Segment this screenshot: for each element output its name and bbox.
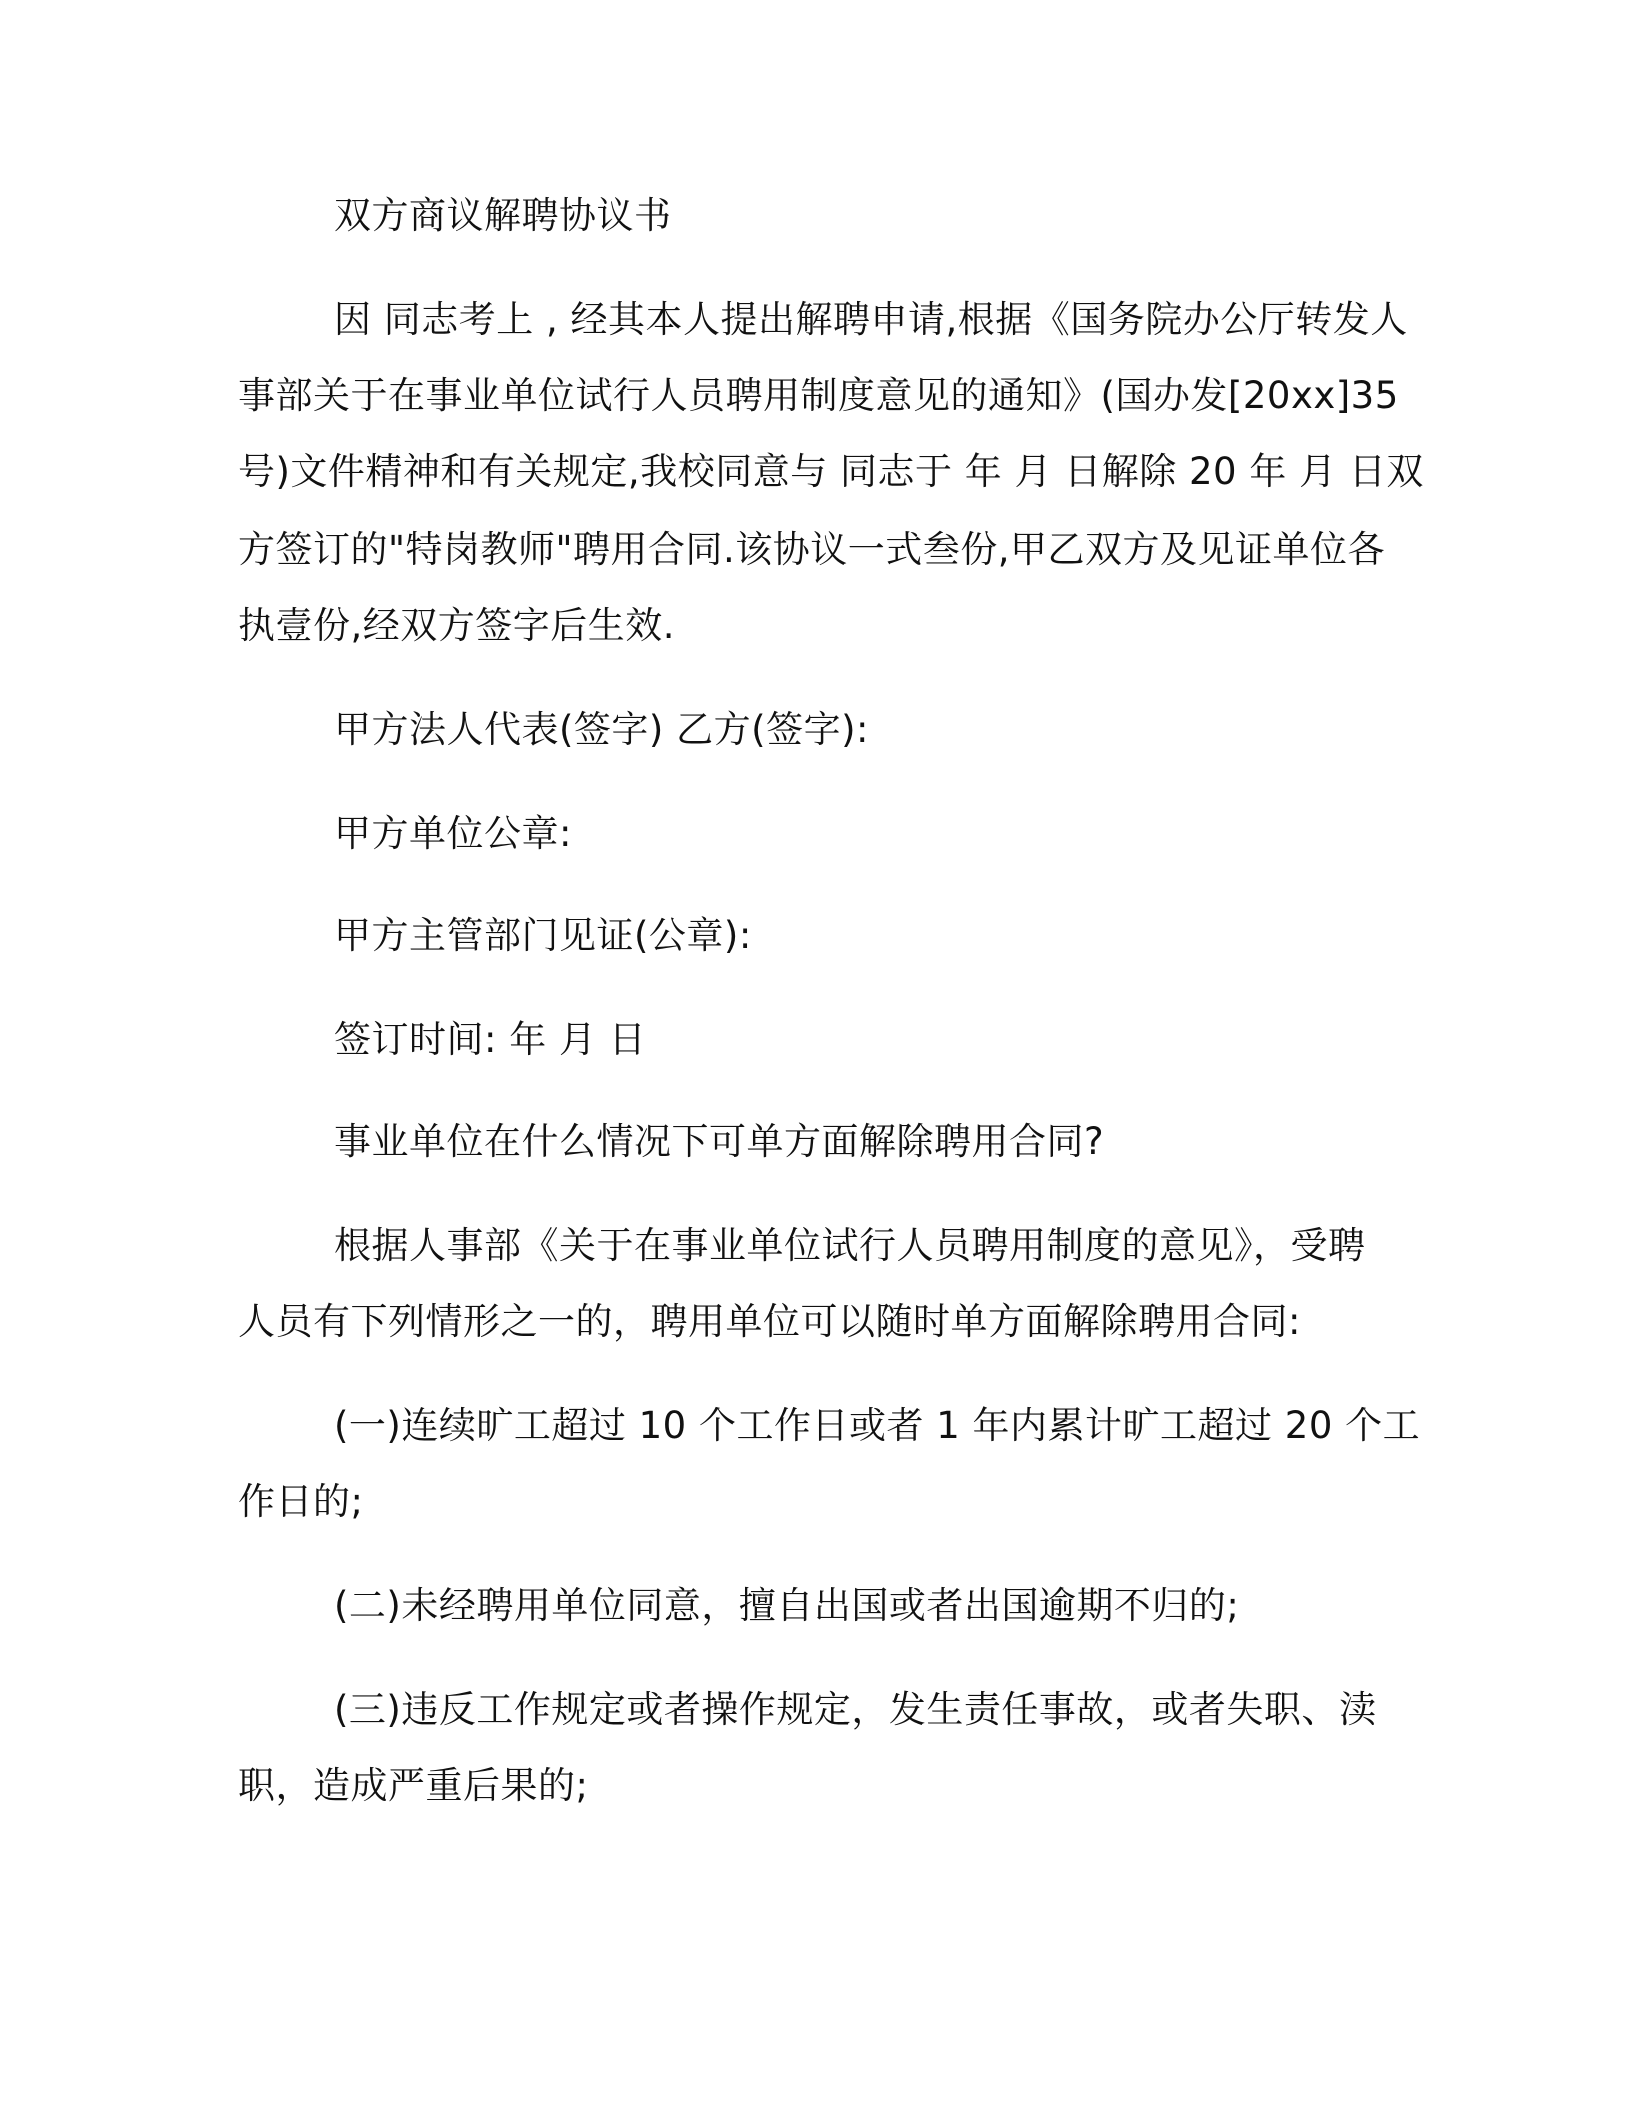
- seal-line: 甲方单位公章:: [334, 812, 572, 855]
- list-item-line: (一)连续旷工超过 10 个工作日或者 1 年内累计旷工超过 20 个工: [334, 1404, 1421, 1447]
- paragraph-line: 人员有下列情形之一的，聘用单位可以随时单方面解除聘用合同:: [238, 1300, 1301, 1343]
- list-item-line: (三)违反工作规定或者操作规定，发生责任事故，或者失职、渎: [334, 1688, 1377, 1731]
- section-question: 事业单位在什么情况下可单方面解除聘用合同?: [334, 1120, 1105, 1163]
- paragraph-line: 号)文件精神和有关规定,我校同意与 同志于 年 月 日解除 20 年 月 日双: [238, 450, 1424, 493]
- date-line: 签订时间: 年 月 日: [334, 1018, 647, 1061]
- paragraph-line: 执壹份,经双方签字后生效.: [238, 604, 676, 647]
- document-title: 双方商议解聘协议书: [334, 194, 672, 237]
- paragraph-line: 根据人事部《关于在事业单位试行人员聘用制度的意见》，受聘: [334, 1224, 1366, 1267]
- paragraph-line: 事部关于在事业单位试行人员聘用制度意见的通知》(国办发[20xx]35: [238, 374, 1399, 417]
- list-item-line: 职，造成严重后果的;: [238, 1764, 589, 1807]
- list-item-2: (二)未经聘用单位同意，擅自出国或者出国逾期不归的;: [334, 1584, 1240, 1627]
- list-item-line: 作日的;: [238, 1480, 364, 1523]
- paragraph-line: 因 同志考上 , 经其本人提出解聘申请,根据《国务院办公厅转发人: [334, 298, 1408, 341]
- signature-line: 甲方法人代表(签字) 乙方(签字):: [334, 708, 869, 751]
- witness-line: 甲方主管部门见证(公章):: [334, 914, 752, 957]
- paragraph-line: 方签订的"特岗教师"聘用合同.该协议一式叁份,甲乙双方及见证单位各: [238, 528, 1386, 571]
